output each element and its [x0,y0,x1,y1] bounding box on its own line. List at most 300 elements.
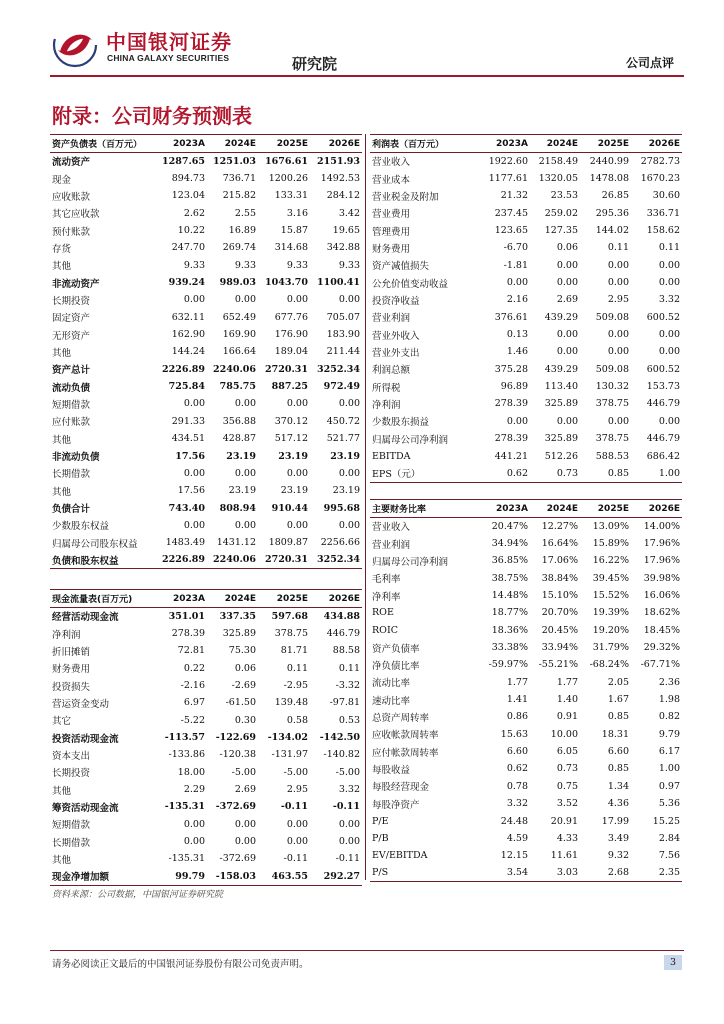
cell-value: 23.53 [550,190,578,202]
cell-value: -140.82 [323,749,360,761]
cell-value: 0.73 [556,763,578,775]
table-row [370,291,682,308]
cell-value: 4.59 [506,832,528,844]
cell-value: 1200.26 [268,173,308,185]
cell-value: 278.39 [494,398,528,410]
cell-value: -0.11 [283,853,308,865]
cell-value: 2.35 [658,867,680,879]
cell-value: 0.06 [556,242,578,254]
cell-value: 1100.41 [317,277,360,289]
cell-value: 144.24 [171,346,205,358]
table-row [50,729,362,746]
row-label: 筹资活动现金流 [52,802,119,814]
cell-value: 1287.65 [162,155,205,167]
cell-value: 31.79% [592,642,629,654]
cell-value: 292.27 [323,870,360,882]
table-row [50,378,362,395]
table-row [370,639,682,656]
table-row [50,608,362,625]
page-number: 3 [664,955,682,970]
cell-value: 3.16 [286,207,308,219]
cell-value: 6.05 [556,746,578,758]
cell-value: 4.36 [607,798,629,810]
table-row [50,153,362,170]
cell-value: 517.12 [274,433,308,445]
cell-value: 439.29 [544,363,578,375]
year-header: 2026E [648,138,680,149]
cell-value: 370.12 [274,415,308,427]
cell-value: 0.00 [338,519,360,531]
cell-value: 88.58 [332,645,360,657]
cell-value: -372.69 [215,801,256,813]
cell-value: 0.22 [183,662,205,674]
table-header-row [50,590,362,608]
cell-value: 2226.89 [162,363,205,375]
cell-value: 34.94% [491,538,528,550]
cell-value: 894.73 [171,173,205,185]
cell-value: 2.29 [183,784,205,796]
row-label: 营业费用 [372,209,411,221]
cell-value: 16.89 [228,225,256,237]
cell-value: 0.00 [234,519,256,531]
row-label: 短期借款 [52,399,91,411]
cell-value: 10.00 [550,728,578,740]
row-label: 现金净增加额 [52,872,110,884]
cell-value: -135.31 [164,801,205,813]
cell-value: 16.64% [541,538,578,550]
table-row [370,674,682,691]
cell-value: 9.33 [286,259,308,271]
row-label: EPS（元） [372,469,421,481]
row-label: 应收帐款周转率 [372,730,439,742]
row-label: 总资产周转率 [372,712,430,724]
cell-value: 284.12 [326,190,360,202]
cell-value: 0.00 [286,294,308,306]
table-row [50,694,362,711]
table-row [50,361,362,378]
cell-value: 33.38% [491,642,528,654]
row-label: 长期借款 [52,837,91,849]
cell-value: 351.01 [168,610,205,622]
table-row [370,552,682,569]
table-row [370,864,682,881]
table-row [370,187,682,204]
table-row [370,430,682,447]
cell-value: -2.16 [180,680,205,692]
cell-value: 291.33 [171,415,205,427]
cell-value: 6.17 [658,746,680,758]
cell-value: -2.69 [231,680,256,692]
cell-value: 2240.06 [213,363,256,375]
cell-value: 337.35 [219,610,256,622]
cell-value: 743.40 [168,502,205,514]
cell-value: 20.70% [541,607,578,619]
cell-value: 356.88 [222,415,256,427]
cell-value: -158.03 [215,870,256,882]
institute-name: 研究院 [292,55,338,73]
table-row [370,795,682,812]
table-row [370,222,682,239]
cell-value: 0.62 [506,763,528,775]
cell-value: 521.77 [326,433,360,445]
row-label: 营业外收入 [372,330,420,342]
cell-value: 23.19 [226,450,256,462]
year-header: 2023A [495,503,528,514]
cell-value: -59.97% [488,659,528,671]
table-row [50,343,362,360]
cell-value: -1.81 [503,259,528,271]
year-header: 2024E [546,503,578,514]
cell-value: 2158.49 [538,155,578,167]
cell-value: 1.77 [506,676,528,688]
cell-value: 72.81 [177,645,205,657]
cell-value: 3.03 [556,867,578,879]
cell-value: 1.00 [658,763,680,775]
cell-value: 247.70 [171,242,205,254]
row-label: 其他 [52,486,72,498]
row-label: 管理费用 [372,226,411,238]
cell-value: 269.74 [222,242,256,254]
cell-value: 434.51 [171,433,205,445]
cell-value: 113.40 [544,381,578,393]
cell-value: 808.94 [219,502,256,514]
row-label: 非流动负债 [52,452,100,464]
cell-value: 19.20% [592,624,629,636]
table-row [50,257,362,274]
table-row [50,447,362,464]
row-label: 负债和股东权益 [52,555,119,567]
table-row [50,660,362,677]
row-label: 其他 [52,434,72,446]
row-label: 归属母公司净利润 [372,434,449,446]
cell-value: 0.00 [338,294,360,306]
row-label: 其他 [52,785,72,797]
cell-value: 259.02 [544,207,578,219]
cell-value: 7.56 [658,850,680,862]
table-row [50,517,362,534]
table-row [370,535,682,552]
row-label: 预付账款 [52,226,91,238]
cell-value: 17.56 [175,450,205,462]
year-header: 2026E [328,593,360,604]
cell-value: 2.55 [234,207,256,219]
table-row [370,760,682,777]
cell-value: 4.33 [556,832,578,844]
year-header: 2023A [172,593,205,604]
cell-value: 38.75% [491,572,528,584]
cell-value: 512.26 [544,450,578,462]
cell-value: 325.89 [544,398,578,410]
table-row [50,551,362,568]
balance-sheet-table [50,134,362,569]
cell-value: 3252.34 [317,554,360,566]
cell-value: 785.75 [219,381,256,393]
cell-value: -113.57 [164,732,205,744]
cell-value: -142.50 [319,732,360,744]
cell-value: 1431.12 [216,537,256,549]
row-label: ROE [372,607,394,619]
cell-value: 18.62% [643,607,680,619]
cell-value: 17.06% [541,555,578,567]
cell-value: 183.90 [326,329,360,341]
cell-value: 600.52 [646,363,680,375]
cell-value: 0.00 [506,277,528,289]
row-label: 负债合计 [52,504,91,516]
cell-value: 18.45% [643,624,680,636]
cell-value: -0.11 [335,853,360,865]
cell-value: 26.85 [601,190,629,202]
cell-value: 0.00 [286,818,308,830]
table-row [50,291,362,308]
table-row [370,518,682,535]
cell-value: 652.49 [222,311,256,323]
table-row [50,170,362,187]
table-row [370,361,682,378]
table-row [50,798,362,815]
year-header: 2026E [648,503,680,514]
logo-english-name: CHINA GALAXY SECURITIES [107,53,230,63]
cash-flow-table [50,589,362,886]
cell-value: 12.15 [500,850,528,862]
cell-value: 2720.31 [265,363,308,375]
cell-value: 9.33 [234,259,256,271]
cell-value: -5.00 [231,766,256,778]
table-row [50,764,362,781]
row-label: 资产负债率 [372,643,420,655]
row-label: 营业收入 [372,157,411,169]
cell-value: 1922.60 [488,155,528,167]
cell-value: 0.82 [658,711,680,723]
galaxy-swirl-logo-icon [50,22,100,68]
row-label: 毛利率 [372,574,401,586]
table-row [50,625,362,642]
cell-value: -55.21% [538,659,578,671]
table-row [370,604,682,621]
table-row [370,812,682,829]
year-header: 2025E [276,138,308,149]
cell-value: 325.89 [222,628,256,640]
cell-value: 23.19 [332,485,360,497]
row-label: 无形资产 [52,330,91,342]
cell-value: 17.96% [643,555,680,567]
cell-value: 3252.34 [317,363,360,375]
row-label: 营业利润 [372,539,411,551]
cell-value: 705.07 [326,311,360,323]
cell-value: -0.11 [280,801,308,813]
row-label: 流动资产 [52,157,91,169]
cell-value: 0.00 [234,398,256,410]
cell-value: 725.84 [168,381,205,393]
cell-value: 9.79 [658,728,680,740]
table-row [50,239,362,256]
cell-value: 36.85% [491,555,528,567]
row-label: ROIC [372,624,398,636]
cell-value: 9.33 [338,259,360,271]
cell-value: 1.98 [658,694,680,706]
cell-value: 19.65 [332,225,360,237]
cell-value: 30.60 [652,190,680,202]
cell-value: 14.48% [491,590,528,602]
row-label: 投资损失 [52,681,91,693]
row-label: 长期投资 [52,768,91,780]
cell-value: 0.58 [286,714,308,726]
cell-value: 2720.31 [265,554,308,566]
row-label: 每股收益 [372,764,411,776]
table-title: 利润表（百万元） [372,140,445,150]
cell-value: 736.71 [222,173,256,185]
table-row [370,309,682,326]
row-label: P/E [372,815,389,827]
cell-value: 12.27% [541,520,578,532]
cell-value: 211.44 [326,346,360,358]
cell-value: 130.32 [595,381,629,393]
cell-value: 336.71 [646,207,680,219]
year-header: 2026E [328,138,360,149]
cell-value: 0.00 [183,836,205,848]
cell-value: 189.04 [274,346,308,358]
table-row [370,257,682,274]
row-label: P/B [372,832,389,844]
table-row [50,430,362,447]
cell-value: 1043.70 [265,277,308,289]
table-header-row [370,135,682,153]
year-header: 2025E [597,138,629,149]
cell-value: 17.56 [177,485,205,497]
row-label: 每股经营现金 [372,782,430,794]
cell-value: 15.10% [541,590,578,602]
cell-value: -97.81 [329,697,360,709]
header-divider [50,75,684,77]
cell-value: 989.03 [219,277,256,289]
data-source-note: 资料来源：公司数据，中国银河证券研究院 [52,890,224,900]
row-label: 资本支出 [52,750,91,762]
footer-divider [50,950,684,951]
table-row [50,868,362,885]
cell-value: 278.39 [494,433,528,445]
row-label: EV/EBITDA [372,850,428,862]
cell-value: 428.87 [222,433,256,445]
cell-value: 0.00 [556,259,578,271]
cell-value: 439.29 [544,311,578,323]
table-row [50,395,362,412]
cell-value: 3.32 [506,798,528,810]
row-label: 折旧摊销 [52,646,91,658]
table-row [370,378,682,395]
cell-value: 0.00 [607,346,629,358]
row-label: 净利润 [372,399,401,411]
cell-value: 0.00 [607,329,629,341]
row-label: 财务费用 [372,243,411,255]
cell-value: 6.97 [183,697,205,709]
cell-value: -5.22 [180,714,205,726]
table-row [370,570,682,587]
cell-value: 127.35 [544,225,578,237]
cell-value: 0.13 [506,329,528,341]
cell-value: 0.00 [658,346,680,358]
row-label: 长期投资 [52,295,91,307]
cell-value: 995.68 [323,502,360,514]
cell-value: 0.00 [658,415,680,427]
cell-value: 0.00 [234,467,256,479]
cell-value: 2151.93 [317,155,360,167]
cell-value: 0.73 [556,467,578,479]
row-label: 速动比率 [372,695,411,707]
cell-value: 9.32 [607,850,629,862]
cell-value: 278.39 [171,628,205,640]
cell-value: 20.91 [550,815,578,827]
year-header: 2024E [224,593,256,604]
cell-value: 15.52% [592,590,629,602]
table-header-row [370,500,682,518]
cell-value: 0.85 [607,467,629,479]
row-label: 利润总额 [372,365,411,377]
cell-value: 3.32 [338,784,360,796]
cell-value: 16.22% [592,555,629,567]
cell-value: 23.19 [330,450,360,462]
cell-value: 0.11 [658,242,680,254]
table-row [50,309,362,326]
disclaimer-text: 请务必阅读正文最后的中国银河证券股份有限公司免责声明。 [52,959,309,970]
row-label: 少数股东损益 [372,417,430,429]
row-label: 其它应收款 [52,209,100,221]
cell-value: 0.00 [556,329,578,341]
table-row [370,743,682,760]
cell-value: 5.36 [658,798,680,810]
year-header: 2024E [224,138,256,149]
cell-value: -5.00 [283,766,308,778]
income-statement-table [370,134,682,483]
table-row [50,833,362,850]
table-row [370,413,682,430]
cell-value: 96.89 [500,381,528,393]
table-row [50,465,362,482]
cell-value: -6.70 [503,242,528,254]
row-label: 资产总计 [52,365,91,377]
row-label: 营业利润 [372,313,411,325]
cell-value: 446.79 [646,433,680,445]
cell-value: 158.62 [646,225,680,237]
cell-value: 376.61 [494,311,528,323]
cell-value: 1670.23 [640,173,680,185]
table-row [370,622,682,639]
cell-value: 0.00 [183,467,205,479]
row-label: 营业收入 [372,522,411,534]
row-label: 净利率 [372,591,401,603]
cell-value: 588.53 [595,450,629,462]
table-row [50,205,362,222]
cell-value: 2.95 [286,784,308,796]
row-label: P/S [372,867,389,879]
cell-value: 16.06% [643,590,680,602]
cell-value: 887.25 [271,381,308,393]
cell-value: 17.96% [643,538,680,550]
cell-value: 1492.53 [320,173,360,185]
row-label: 营业外支出 [372,347,420,359]
cell-value: 23.19 [228,485,256,497]
cell-value: 3.52 [556,798,578,810]
row-label: 应收账款 [52,191,91,203]
table-row [50,187,362,204]
cell-value: 153.73 [646,381,680,393]
cell-value: 38.84% [541,572,578,584]
cell-value: 0.86 [506,711,528,723]
cell-value: 9.33 [183,259,205,271]
cell-value: 0.00 [556,415,578,427]
row-label: 现金 [52,174,72,186]
cell-value: 176.90 [274,329,308,341]
cell-value: 1.67 [607,694,629,706]
cell-value: 20.45% [541,624,578,636]
